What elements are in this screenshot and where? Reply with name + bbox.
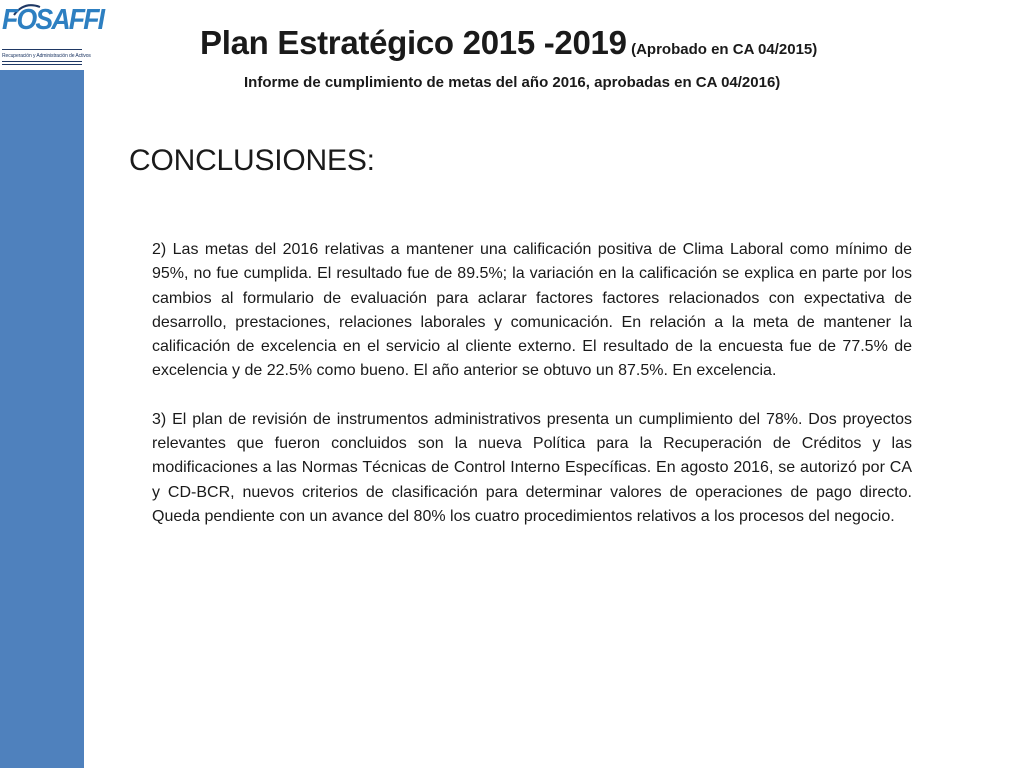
logo-rule-top bbox=[2, 49, 82, 50]
logo-rule-bottom-2 bbox=[2, 64, 82, 65]
logo-tagline: Recuperación y Administración de Activos bbox=[2, 53, 91, 59]
body-text bbox=[152, 238, 912, 553]
section-heading: CONCLUSIONES: bbox=[129, 144, 375, 177]
title-note: (Aprobado en CA 04/2015) bbox=[631, 41, 818, 58]
title-block bbox=[200, 24, 920, 62]
page-subtitle: Informe de cumplimiento de metas del año 2016, aprobadas en CA 04/2016) bbox=[244, 74, 781, 91]
fosaffi-logo bbox=[0, 0, 104, 70]
left-accent-bar bbox=[0, 70, 84, 768]
page-title: Plan Estratégico 2015 -2019 bbox=[200, 24, 627, 61]
logo-wordmark: FOSAFFI bbox=[2, 4, 104, 36]
logo-rule-bottom bbox=[2, 61, 82, 62]
paragraph-2: 2) Las metas del 2016 relativas a mantener una calificación positiva de Clima Laboral como mínimo de 95%, no fue cumplida. El resultado fue de 89.5%; la variación en la calificación se explica en parte por los cambios al formulario de evaluación para aclarar factores factores relacionados con expectativa de desarrollo, prestaciones, relaciones laborales y comunicación. En relación a la meta de mantener la calificación de excelencia en el servicio al cliente externo. El resultado de la encuesta fue de 77.5% de excelencia y de 22.5% como bueno. El año anterior se obtuvo un 87.5%. En excelencia. bbox=[152, 241, 912, 380]
paragraph-3: 3) El plan de revisión de instrumentos administrativos presenta un cumplimiento del 78%. Dos proyectos relevantes que fueron concluidos son la nueva Política para la Recuperación de Créditos y las modificaciones a las Normas Técnicas de Control Interno Específicas. En agosto 2016, se autorizó por CA y CD-BCR, nuevos criterios de clasificación para determinar valores de operaciones de pago directo. Queda pendiente con un avance del 80% los cuatro procedimientos relativos a los procesos del negocio. bbox=[152, 410, 912, 525]
